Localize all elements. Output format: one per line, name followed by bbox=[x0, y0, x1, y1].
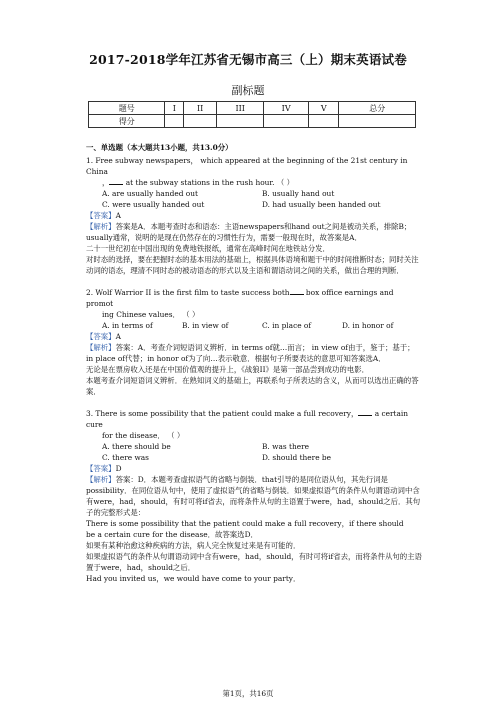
stem-text: 3. There is some possibility that the patient could make a full recovery， bbox=[86, 409, 359, 418]
question-stem bbox=[86, 155, 422, 177]
question-stem-cont: ing Chinese values． （ ） bbox=[102, 310, 200, 319]
blank-line bbox=[358, 408, 372, 416]
analysis-tag: 【解析】 bbox=[86, 343, 116, 352]
analysis-body: 答案是A．本题考查时态和语态：主语newspapers和hand out之间是被动关系，排除B；usually通常，说明的是现在仍然存在的习惯性行为，需要一般现在时，故答案是A． bbox=[86, 222, 412, 242]
score-cell bbox=[264, 115, 309, 128]
section-heading: 一、单选题（本大题共13小题，共13.0分） bbox=[86, 143, 233, 152]
spacer bbox=[86, 397, 422, 406]
answer-value: D bbox=[115, 464, 122, 473]
options bbox=[86, 320, 422, 331]
score-header-cell: IV bbox=[264, 102, 309, 115]
answer-line bbox=[86, 331, 422, 342]
score-cell bbox=[308, 115, 339, 128]
stem-text: 2. Wolf Warrior II is the first film to taste success both bbox=[86, 288, 290, 297]
option-d: D. should there be bbox=[262, 453, 332, 462]
page-footer: 第1页，共16页 bbox=[222, 689, 274, 698]
analysis-tag: 【解析】 bbox=[86, 475, 116, 484]
score-cell bbox=[165, 115, 184, 128]
score-header-cell: 总分 bbox=[339, 102, 416, 115]
option-d: D. had usually been handed out bbox=[262, 200, 381, 209]
option-b: B. in view of bbox=[182, 321, 229, 330]
score-table-score-row bbox=[89, 115, 416, 128]
question-stem bbox=[86, 408, 422, 430]
analysis-tag: 【解析】 bbox=[86, 222, 116, 231]
score-table-header-row bbox=[89, 102, 416, 115]
blank-line bbox=[290, 287, 304, 295]
answer-line bbox=[86, 463, 422, 474]
stem-text: box office earnings and promot bbox=[86, 288, 394, 308]
translation-text: 二十一世纪初在中国出现的免费地铁报纸，通常在高峰时间在地铁站分发． bbox=[86, 244, 330, 253]
question-1 bbox=[86, 155, 422, 276]
full-sentence-line: There is some possibility that the patient could make a full recovery，if there should bbox=[86, 519, 404, 528]
question-stem-cont: for the disease． （ ） bbox=[102, 431, 185, 440]
option-b: B. usually hand out bbox=[262, 189, 335, 198]
translation-text: 如果有某种治愈这种疾病的方法，病人完全恢复过来是有可能的． bbox=[86, 541, 301, 550]
score-cell bbox=[217, 115, 264, 128]
score-header-cell: 题号 bbox=[89, 102, 165, 115]
answer-line bbox=[86, 210, 422, 221]
option-c: C. in place of bbox=[262, 321, 312, 330]
score-header-cell: I bbox=[165, 102, 184, 115]
analysis-text bbox=[86, 474, 422, 518]
analysis-text bbox=[86, 221, 422, 243]
option-c: C. there was bbox=[102, 453, 149, 462]
answer-value: A bbox=[115, 211, 121, 220]
score-header-cell: II bbox=[184, 102, 217, 115]
analysis-body: 答案：D．本题考查虚拟语气的省略与倒装．that引导的是同位语从句，其先行词是possibility．在同位语从句中，使用了虚拟语气的省略与倒装．如果虚拟语气的条件从句谓语动词中含有were，had，should，有时可将if省去，而将条件从句的主语置于were，had，should之后．其句子的完整形式是： bbox=[86, 475, 421, 517]
full-sentence-line: be a certain cure for the disease．故答案选D． bbox=[86, 530, 258, 539]
score-cell bbox=[339, 115, 416, 128]
score-header-cell: III bbox=[217, 102, 264, 115]
stem-text: at the subway stations in the rush hour. （ ） bbox=[123, 178, 294, 187]
score-table bbox=[88, 101, 416, 128]
example-sentence: Had you invited us，we would have come to your party． bbox=[86, 574, 301, 583]
question-stem bbox=[86, 287, 422, 309]
option-a: A. are usually handed out bbox=[102, 189, 198, 198]
stem-text: 1. Free subway newspapers， which appeared at the beginning of the 21st century in China bbox=[86, 156, 408, 176]
score-row-label: 得分 bbox=[89, 115, 165, 128]
score-cell bbox=[184, 115, 217, 128]
stem-text: ， bbox=[102, 178, 110, 187]
analysis-text bbox=[86, 342, 422, 364]
blank-line bbox=[109, 177, 123, 185]
stem-text: a certain cure bbox=[86, 409, 409, 429]
spacer bbox=[86, 276, 422, 285]
option-c: C. were usually handed out bbox=[102, 200, 205, 209]
summary-text: 本题考查介词短语词义辨析．在熟知词义的基础上，再联系句子所表达的含义，从而可以选出正确的答案． bbox=[86, 376, 419, 396]
document-title: 2017-2018学年江苏省无锡市高三（上）期末英语试卷 bbox=[89, 52, 407, 67]
summary-text: 如果虚拟语气的条件从句谓语动词中含有were，had，should，有时可将if省去，而将条件从句的主语置于were，had，should之后． bbox=[86, 552, 422, 572]
question-2 bbox=[86, 287, 422, 397]
option-d: D. in honor of bbox=[342, 321, 394, 330]
question-content bbox=[86, 142, 422, 584]
question-stem-cont bbox=[86, 177, 422, 188]
options bbox=[86, 188, 422, 210]
score-header-cell: V bbox=[308, 102, 339, 115]
document-subtitle: 副标题 bbox=[231, 84, 265, 97]
options bbox=[86, 441, 422, 463]
answer-tag: 【答案】 bbox=[86, 211, 116, 220]
option-a: A. there should be bbox=[102, 442, 171, 451]
answer-tag: 【答案】 bbox=[86, 332, 116, 341]
analysis-body: 答案：A．考查介词短语词义辨析．in terms of就…而言； in view of由于，鉴于；基于； in place of代替；in honor of为了向…表示敬意．根据句子所要表达的意思可知答案选A． bbox=[86, 343, 415, 363]
option-b: B. was there bbox=[262, 442, 310, 451]
question-3 bbox=[86, 408, 422, 584]
answer-value: A bbox=[115, 332, 121, 341]
translation-text: 无论是在票房收入还是在中国价值观的提升上，《战狼II》是第一部品尝到成功的电影． bbox=[86, 365, 369, 374]
option-a: A. in terms of bbox=[102, 321, 153, 330]
summary-text: 对时态的选择，要在把握时态的基本用法的基础上，根据具体语境和题干中的时间推断时态；同时关注动词的语态，理清不同时态的被动语态的形式以及主语和谓语动词之间的关系，做出合理的判断． bbox=[86, 255, 419, 275]
answer-tag: 【答案】 bbox=[86, 464, 116, 473]
